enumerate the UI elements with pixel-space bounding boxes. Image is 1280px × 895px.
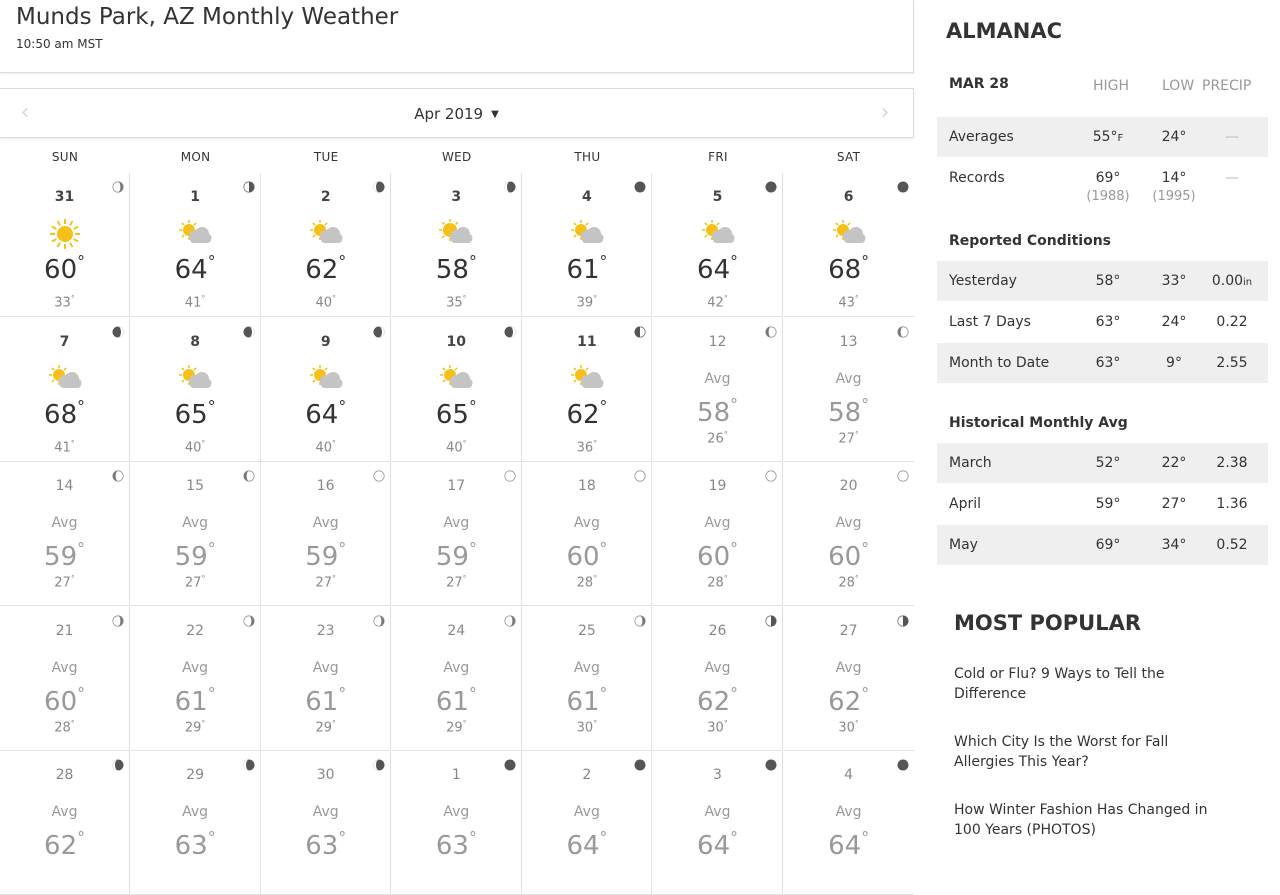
high-temp: 59°	[44, 540, 85, 573]
reported-row	[937, 302, 1268, 342]
almanac-records-row	[937, 158, 1268, 210]
partly-cloudy-icon	[701, 219, 735, 249]
day-cell[interactable]	[261, 318, 391, 462]
high-temp: 61°	[435, 684, 477, 717]
almanac-header-row	[937, 74, 1268, 102]
day-number: 10	[446, 333, 467, 350]
high-temp: 65°	[435, 397, 477, 430]
low-temp: 27°	[54, 574, 75, 591]
row-low: 34°	[1161, 537, 1187, 553]
day-cell[interactable]	[522, 173, 652, 317]
low-temp: 29°	[315, 718, 336, 736]
high-temp: 62°	[697, 684, 738, 717]
day-cell[interactable]	[261, 607, 391, 751]
high-temp: 61°	[566, 684, 608, 717]
avg-high: 55°F	[1092, 129, 1124, 145]
historical-monthly-title: Historical Monthly Avg	[949, 415, 1128, 431]
row-low: 24°	[1161, 314, 1187, 330]
low-temp: 41°	[54, 438, 75, 456]
day-number: 20	[839, 478, 858, 495]
weekday-fri: FRI	[708, 150, 728, 164]
day-cell[interactable]	[131, 173, 261, 317]
day-cell[interactable]	[522, 751, 652, 895]
high-temp: 62°	[566, 397, 608, 430]
row-label: April	[949, 496, 981, 512]
low-temp: 39°	[576, 294, 598, 311]
avg-label: Avg	[182, 659, 209, 676]
col-precip: PRECIP	[1202, 78, 1252, 94]
day-cell[interactable]	[522, 607, 652, 751]
low-temp: 28°	[707, 574, 728, 591]
high-temp: 61°	[566, 253, 608, 285]
partly-cloudy-icon	[178, 219, 212, 249]
row-label: Last 7 Days	[949, 314, 1031, 330]
high-temp: 63°	[174, 829, 216, 862]
day-number: 1	[190, 189, 200, 205]
row-label: Records	[949, 170, 1005, 186]
low-temp: 27°	[184, 574, 206, 591]
row-precip: 0.52	[1216, 537, 1248, 553]
day-number: 13	[839, 333, 858, 350]
popular-article-link[interactable]: Cold or Flu? 9 Ways to Tell the Difference	[954, 666, 1165, 702]
day-number: 3	[451, 189, 462, 205]
high-temp: 58°	[828, 395, 870, 428]
historical-row	[937, 525, 1268, 565]
record-precip: —	[1225, 170, 1239, 186]
row-precip: 0.00in	[1211, 273, 1253, 289]
day-cell[interactable]	[784, 462, 914, 606]
low-temp: 33°	[54, 294, 75, 311]
high-temp: 64°	[305, 397, 347, 430]
day-number: 21	[55, 622, 74, 639]
partly-cloudy-icon	[570, 364, 604, 394]
weekday-sun: SUN	[51, 150, 79, 164]
avg-label: Avg	[51, 804, 78, 821]
low-temp: 27°	[315, 574, 336, 591]
avg-label: Avg	[835, 659, 862, 676]
reported-row	[937, 261, 1268, 301]
avg-label: Avg	[443, 659, 470, 676]
high-temp: 62°	[44, 829, 85, 862]
day-cell[interactable]	[0, 607, 130, 751]
col-high: HIGH	[1093, 78, 1130, 94]
avg-label: Avg	[704, 370, 731, 387]
day-number: 3	[713, 767, 722, 784]
partly-cloudy-icon	[48, 364, 82, 394]
day-number: 24	[447, 622, 466, 639]
day-cell[interactable]	[0, 462, 130, 606]
low-temp: 28°	[576, 574, 598, 591]
low-temp: 28°	[54, 718, 75, 736]
day-cell[interactable]	[784, 751, 914, 895]
weekday-thu: THU	[574, 150, 601, 164]
row-label: Month to Date	[949, 355, 1050, 371]
low-temp: 40°	[315, 438, 336, 456]
avg-label: Avg	[182, 804, 209, 821]
high-temp: 60°	[44, 684, 85, 717]
record-low-year: (1995)	[1152, 189, 1196, 204]
avg-label: Avg	[573, 659, 600, 676]
day-cell[interactable]	[784, 607, 914, 751]
day-cell[interactable]	[392, 751, 522, 895]
avg-label: Avg	[443, 515, 470, 532]
popular-article-link[interactable]: How Winter Fashion Has Changed in 100 Years (PHOTOS)	[954, 802, 1208, 838]
partly-cloudy-icon	[570, 219, 604, 249]
day-cell[interactable]	[131, 462, 261, 606]
day-number: 4	[582, 189, 592, 205]
high-temp: 60°	[697, 540, 738, 573]
day-number: 30	[316, 767, 335, 784]
avg-label: Avg	[182, 515, 209, 532]
avg-label: Avg	[704, 659, 731, 676]
avg-label: Avg	[573, 804, 600, 821]
partly-cloudy-icon	[439, 364, 473, 394]
day-cell[interactable]	[0, 173, 130, 317]
row-label: May	[949, 537, 978, 553]
high-temp: 61°	[305, 684, 347, 717]
row-low: 22°	[1161, 455, 1187, 471]
record-high: 69°	[1095, 170, 1121, 186]
row-high: 63°	[1095, 314, 1121, 330]
day-number: 9	[320, 333, 331, 350]
page-title: Munds Park, AZ Monthly Weather	[16, 4, 399, 30]
calendar-grid	[0, 173, 914, 873]
day-number: 16	[316, 478, 335, 495]
sunny-icon	[48, 219, 82, 249]
day-number: 29	[186, 767, 204, 784]
weekday-mon: MON	[180, 150, 211, 164]
day-cell[interactable]	[0, 318, 130, 462]
day-cell[interactable]	[261, 751, 391, 895]
high-temp: 62°	[305, 253, 347, 285]
most-popular-title: MOST POPULAR	[954, 611, 1142, 635]
avg-label: Avg	[573, 515, 600, 532]
day-cell[interactable]	[522, 462, 652, 606]
avg-label: Avg	[704, 515, 731, 532]
popular-article-link[interactable]: Which City Is the Worst for Fall Allergies This Year?	[954, 734, 1169, 770]
day-number: 31	[54, 189, 75, 205]
high-temp: 59°	[435, 540, 477, 573]
day-number: 22	[186, 622, 204, 639]
avg-label: Avg	[312, 659, 339, 676]
high-temp: 64°	[566, 829, 608, 862]
record-low: 14°	[1161, 170, 1187, 186]
avg-label: Avg	[312, 515, 339, 532]
high-temp: 63°	[435, 829, 477, 862]
row-high: 59°	[1095, 496, 1121, 512]
day-cell[interactable]	[261, 173, 391, 317]
day-number: 19	[708, 478, 727, 495]
row-label: Yesterday	[949, 273, 1017, 289]
avg-label: Avg	[443, 804, 470, 821]
low-temp: 40°	[446, 438, 467, 456]
weekday-sat: SAT	[836, 150, 861, 164]
low-temp: 30°	[576, 718, 598, 736]
row-label: Averages	[949, 129, 1014, 145]
day-number: 2	[582, 767, 592, 784]
next-month-button[interactable]: ›	[880, 100, 890, 125]
day-number: 23	[316, 622, 335, 639]
high-temp: 59°	[305, 540, 347, 573]
high-temp: 68°	[44, 397, 85, 430]
row-label: March	[949, 455, 992, 471]
row-precip: 1.36	[1216, 496, 1248, 512]
day-cell[interactable]	[653, 607, 783, 751]
row-precip: 2.38	[1216, 455, 1248, 471]
high-temp: 64°	[174, 253, 216, 285]
day-number: 14	[55, 478, 74, 495]
day-cell[interactable]	[653, 318, 783, 462]
high-temp: 68°	[828, 253, 870, 285]
high-temp: 60°	[828, 540, 870, 573]
day-cell[interactable]	[522, 318, 652, 462]
reported-conditions-title: Reported Conditions	[949, 233, 1111, 249]
header-card	[0, 0, 914, 73]
low-temp: 29°	[446, 718, 467, 736]
row-high: 58°	[1095, 273, 1121, 289]
day-number: 12	[708, 333, 727, 350]
avg-label: Avg	[835, 370, 862, 387]
high-temp: 63°	[305, 829, 347, 862]
low-temp: 41°	[184, 294, 206, 311]
low-temp: 26°	[707, 429, 728, 447]
day-cell[interactable]	[261, 462, 391, 606]
historical-row	[937, 484, 1268, 524]
low-temp: 36°	[576, 438, 598, 456]
day-cell[interactable]	[653, 751, 783, 895]
row-precip: 0.22	[1216, 314, 1248, 330]
day-number: 26	[708, 622, 727, 639]
high-temp: 62°	[828, 684, 870, 717]
high-temp: 58°	[435, 253, 477, 285]
avg-label: Avg	[704, 804, 731, 821]
high-temp: 64°	[697, 829, 738, 862]
weekday-header-row	[0, 150, 914, 170]
high-temp: 60°	[566, 540, 608, 573]
high-temp: 59°	[174, 540, 216, 573]
avg-precip: —	[1225, 129, 1239, 145]
day-number: 27	[839, 622, 858, 639]
day-cell[interactable]	[131, 607, 261, 751]
row-low: 9°	[1166, 355, 1182, 371]
col-low: LOW	[1162, 78, 1195, 94]
reported-row	[937, 343, 1268, 383]
day-cell[interactable]	[392, 173, 522, 317]
prev-month-button[interactable]: ‹	[20, 100, 30, 125]
historical-row	[937, 443, 1268, 483]
day-number: 5	[712, 189, 723, 205]
day-number: 11	[577, 333, 597, 350]
day-number: 25	[577, 622, 596, 639]
caret-down-icon: ▼	[491, 109, 499, 120]
partly-cloudy-icon	[309, 364, 343, 394]
day-number: 17	[447, 478, 466, 495]
high-temp: 64°	[828, 829, 870, 862]
low-temp: 35°	[446, 294, 467, 311]
row-high: 69°	[1095, 537, 1121, 553]
row-high: 63°	[1095, 355, 1121, 371]
row-low: 27°	[1161, 496, 1187, 512]
avg-label: Avg	[51, 515, 78, 532]
low-temp: 40°	[184, 438, 206, 456]
high-temp: 64°	[697, 253, 738, 285]
day-cell[interactable]	[392, 462, 522, 606]
low-temp: 30°	[707, 718, 728, 736]
day-cell[interactable]	[784, 173, 914, 317]
low-temp: 27°	[446, 574, 467, 591]
month-navigator	[0, 88, 914, 138]
day-cell[interactable]	[0, 751, 130, 895]
almanac-averages-row	[937, 117, 1268, 157]
partly-cloudy-icon	[309, 219, 343, 249]
day-number: 4	[844, 767, 854, 784]
low-temp: 27°	[838, 429, 859, 447]
day-number: 2	[320, 189, 331, 205]
day-cell[interactable]	[653, 173, 783, 317]
weekday-wed: WED	[442, 150, 472, 164]
day-number: 6	[843, 189, 854, 205]
day-number: 18	[577, 478, 596, 495]
low-temp: 30°	[838, 718, 859, 736]
day-cell[interactable]	[392, 607, 522, 751]
avg-low: 24°	[1161, 129, 1187, 145]
day-cell[interactable]	[131, 318, 261, 462]
day-number: 15	[186, 478, 204, 495]
day-number: 1	[451, 767, 461, 784]
day-cell[interactable]	[784, 318, 914, 462]
day-number: 7	[59, 333, 70, 350]
day-cell[interactable]	[392, 318, 522, 462]
low-temp: 28°	[838, 574, 859, 591]
day-number: 28	[55, 767, 74, 784]
low-temp: 29°	[184, 718, 206, 736]
low-temp: 42°	[707, 294, 728, 311]
avg-label: Avg	[835, 515, 862, 532]
record-high-year: (1988)	[1086, 189, 1130, 204]
day-number: 8	[190, 333, 200, 350]
row-low: 33°	[1161, 273, 1187, 289]
partly-cloudy-icon	[832, 219, 866, 249]
avg-label: Avg	[312, 804, 339, 821]
avg-label: Avg	[835, 804, 862, 821]
low-temp: 43°	[838, 294, 859, 311]
row-high: 52°	[1095, 455, 1121, 471]
weekday-tue: TUE	[313, 150, 339, 164]
current-time: 10:50 am MST	[16, 37, 103, 51]
day-cell[interactable]	[653, 462, 783, 606]
month-dropdown[interactable]	[0, 100, 913, 125]
month-label: Apr 2019	[414, 105, 484, 123]
high-temp: 61°	[174, 684, 216, 717]
partly-cloudy-icon	[178, 364, 212, 394]
avg-label: Avg	[51, 659, 78, 676]
mostly-sunny-icon	[439, 219, 473, 249]
day-cell[interactable]	[131, 751, 261, 895]
high-temp: 58°	[697, 395, 738, 428]
low-temp: 40°	[315, 294, 336, 311]
high-temp: 60°	[44, 253, 85, 285]
almanac-title: ALMANAC	[946, 19, 1063, 43]
row-precip: 2.55	[1216, 355, 1248, 371]
almanac-date: MAR 28	[949, 76, 1009, 92]
high-temp: 65°	[174, 397, 216, 430]
